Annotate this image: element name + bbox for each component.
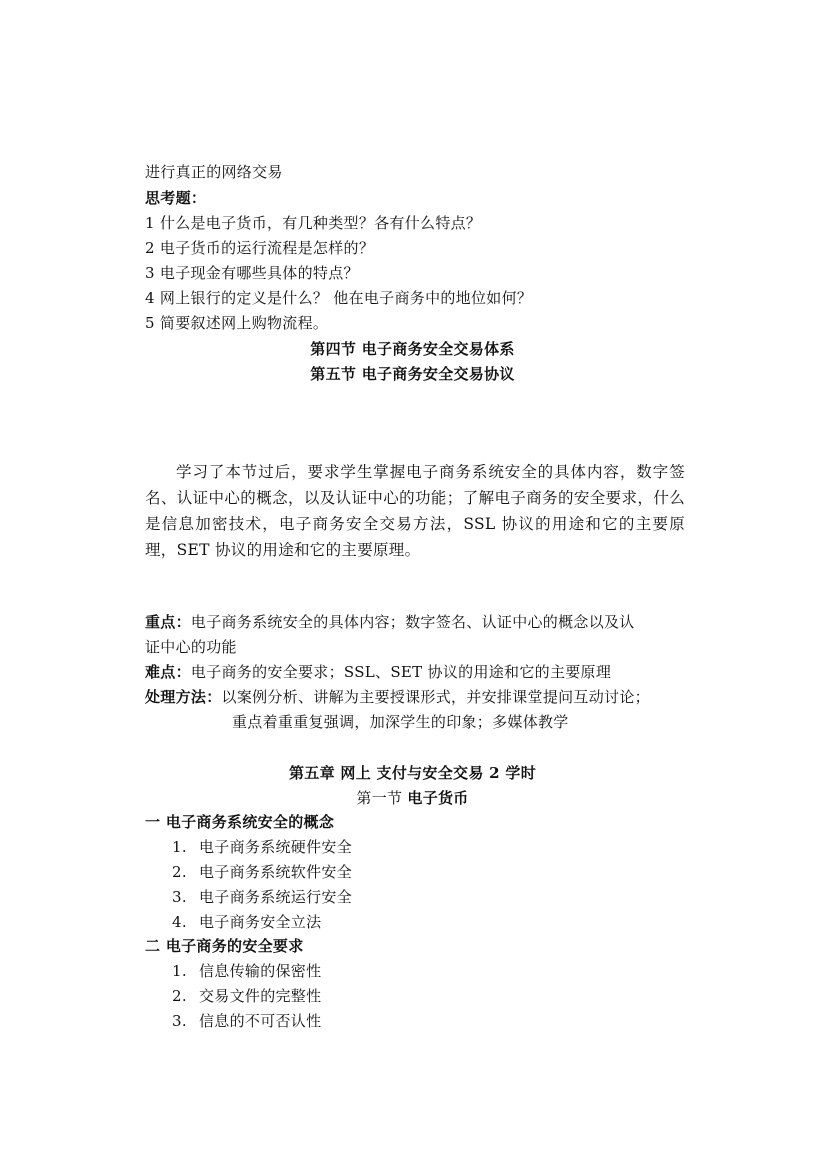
part-1-heading: 一 电子商务系统安全的概念 <box>145 813 335 831</box>
difficult-points-line <box>145 662 611 682</box>
method-text: 以案例分析、讲解为主要授课形式，并安排课堂提问互动讨论； <box>221 688 650 706</box>
difficult-points-label: 难点： <box>145 663 191 681</box>
list-item <box>172 1011 321 1031</box>
list-number: 2. <box>172 987 187 1005</box>
list-number: 1. <box>172 838 187 856</box>
list-item <box>172 862 352 882</box>
list-item <box>172 887 352 907</box>
section-5-title: 第五节 电子商务安全交易协议 <box>310 365 515 383</box>
question-1: 1 什么是电子货币，有几种类型？各有什么特点？ <box>145 214 482 232</box>
question-4: 4 网上银行的定义是什么？ 他在电子商务中的地位如何？ <box>145 289 533 307</box>
list-text: 信息的不可否认性 <box>199 1012 322 1030</box>
method-line-1 <box>145 687 650 707</box>
list-item <box>172 961 321 981</box>
list-text: 电子商务系统运行安全 <box>199 888 353 906</box>
list-text: 电子商务系统软件安全 <box>199 863 353 881</box>
chapter-section-prefix: 第一节 <box>356 789 403 807</box>
question-3: 3 电子现金有哪些具体的特点？ <box>145 264 359 282</box>
list-number: 4. <box>172 913 187 931</box>
list-item <box>172 837 352 857</box>
intro-paragraph: 学习了本节过后，要求学生掌握电子商务系统安全的具体内容，数字签名、认证中心的概念，以及认证中心的功能；了解电子商务的安全要求，什么是信息加密技术，电子商务安全交易方法，SSL 协议的用途和它的主要原理，SET 协议的用途和它的主要原理。 <box>145 463 685 559</box>
key-points-text: 电子商务系统安全的具体内容；数字签名、认证中心的概念以及认 <box>190 613 635 631</box>
list-number: 1. <box>172 962 187 980</box>
question-5: 5 简要叙述网上购物流程。 <box>145 314 329 332</box>
list-text: 电子商务安全立法 <box>199 913 322 931</box>
method-label: 处理方法： <box>145 688 222 706</box>
text-line: 进行真正的网络交易 <box>145 163 283 181</box>
question-2: 2 电子货币的运行流程是怎样的？ <box>145 239 375 257</box>
list-number: 3. <box>172 1012 187 1030</box>
section-4-title: 第四节 电子商务安全交易体系 <box>310 340 515 358</box>
list-text: 电子商务系统硬件安全 <box>199 838 353 856</box>
list-item <box>172 912 321 932</box>
key-points-label: 重点： <box>145 613 191 631</box>
chapter-section-title: 电子货币 <box>407 789 469 807</box>
chapter-title: 第五章 网上 支付与安全交易 2 学时 <box>288 764 537 782</box>
list-text: 交易文件的完整性 <box>199 987 322 1005</box>
key-points-line-2: 证中心的功能 <box>145 638 237 656</box>
method-line-2: 重点着重重复强调，加深学生的印象；多媒体教学 <box>232 713 569 731</box>
part-2-heading: 二 电子商务的安全要求 <box>145 937 304 955</box>
key-points-line-1 <box>145 612 635 632</box>
list-number: 2. <box>172 863 187 881</box>
chapter-section-line <box>0 788 825 808</box>
list-item <box>172 986 321 1006</box>
list-number: 3. <box>172 888 187 906</box>
difficult-points-text: 电子商务的安全要求；SSL、SET 协议的用途和它的主要原理 <box>190 663 612 681</box>
questions-heading: 思考题： <box>145 189 207 207</box>
list-text: 信息传输的保密性 <box>199 962 322 980</box>
